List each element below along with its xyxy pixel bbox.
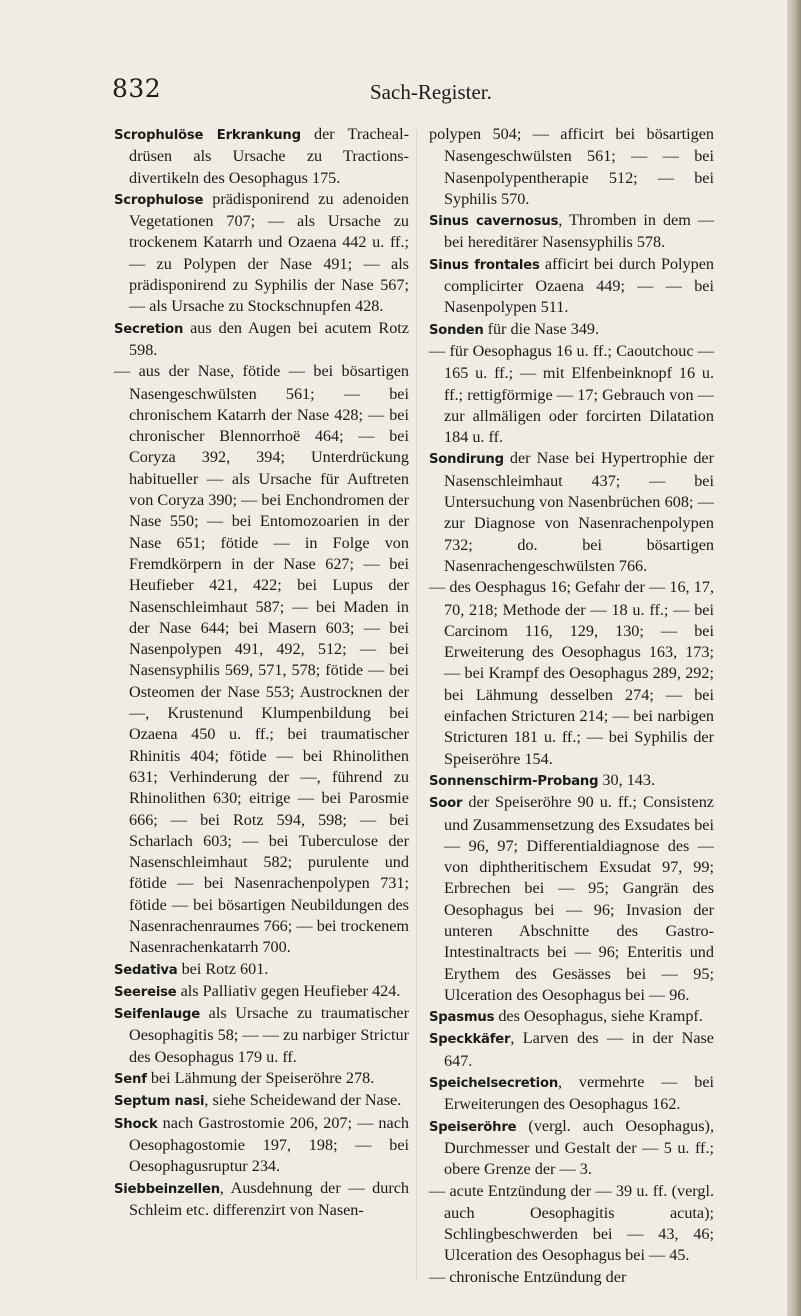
entry-text: — chronische Entzündung der <box>429 1267 627 1286</box>
index-entry <box>429 124 714 210</box>
index-entry <box>429 1028 714 1072</box>
index-entry <box>429 1181 714 1267</box>
right-column <box>429 124 714 1289</box>
entry-headword: Senf <box>114 1072 147 1088</box>
index-entry <box>429 792 714 1006</box>
index-entry <box>429 1116 714 1181</box>
index-entry <box>429 341 714 448</box>
entry-text: als Palliativ gegen Heufieber 424. <box>176 981 401 1000</box>
index-entry <box>114 1068 409 1090</box>
index-entry <box>114 361 409 958</box>
entry-text: , siehe Scheidewand der Nase. <box>204 1091 402 1110</box>
entry-headword: Siebbeinzellen <box>114 1181 220 1197</box>
entry-text: , Larven des — in der Nase 647. <box>444 1029 714 1070</box>
index-entry <box>114 124 409 189</box>
index-entry <box>429 210 714 254</box>
entry-headword: Seereise <box>114 984 177 1000</box>
entry-headword: Spasmus <box>429 1010 495 1026</box>
entry-text: prädisponirend zu adenoiden Vegetationen 707; — als Ursache zu trockenem Katarrh und Ozaena 442 u. ff.; — zu Polypen der Nase 491; — als prädisponirend zu Syphilis der Nase 567; — als Ursache zu Stockschnupfen 428. <box>129 189 409 316</box>
column-divider <box>416 130 417 1280</box>
entry-text: — acute Entzündung der — 39 u. ff. (vergl. auch Oesophagitis acuta); Schlingbeschwerden bei — 43, 46; Ulceration des Oesophagus bei — 45. <box>429 1181 714 1265</box>
entry-text: 30, 143. <box>598 770 656 789</box>
entry-headword: Scrophulöse Erkrankung <box>114 128 301 143</box>
entry-headword: Secretion <box>114 321 184 337</box>
index-entry <box>429 319 714 341</box>
entry-headword: Seifenlauge <box>114 1007 201 1023</box>
page-number: 832 <box>112 74 162 103</box>
page-edge-shadow <box>787 0 801 1316</box>
index-entry <box>114 1003 409 1068</box>
entry-text: bei Lähmung der Speiseröhre 278. <box>146 1069 375 1088</box>
entry-text: nach Gastrostomie 206, 207; — nach Oesophagostomie 197, 198; — bei Oesophagusruptur 234. <box>129 1113 409 1176</box>
index-entry <box>114 1113 409 1178</box>
entry-text: — aus der Nase, fötide — bei bösartigen Nasengeschwülsten 561; — bei chronischem Katarrh der Nase 428; — bei chronischer Blennorrhoë 464; — bei Coryza 392, 394; Unterdrückung habitueller — als Ursache für Auftreten von Coryza 390; — bei Enchondromen der Nase 550; — bei Entomozoarien in der Nase 651; fötide — in Folge von Fremdkörpern in der Nase 627; — bei Heufieber 421, 422; bei Lupus der Nasenschleimhaut 587; — bei Maden in der Nase 644; bei Masern 603; — bei Nasenpolypen 491, 492, 512; — bei Nasensyphilis 569, 571, 578; fötide — bei Osteomen der Nase 553; Austrocknen der —, Krustenund Klumpenbildung bei Ozaena 450 u. ff.; bei traumatischer Rhinitis 404; fötide — bei Rhinolithen 631; Verhinderung der —, führend zu Rhinolithen 630; eitrige — bei Parosmie 666; — bei Rotz 594, 598; — bei Scharlach 603; — bei Tuberculose der Nasenschleimhaut 582; purulente und fötide — bei Nasenrachenpolypen 731; fötide — bei bösartigen Neubildungen des Nasenrachenraumes 766; — bei trockenem Nasenrachenkatarrh 700. <box>114 362 409 957</box>
entry-headword: Sonden <box>429 322 484 338</box>
entry-headword: Shock <box>114 1116 158 1132</box>
entry-text: — für Oesophagus 16 u. ff.; Caoutchouc — 165 u. ff.; — mit Elfenbeinknopf 16 u. ff.; rettigförmige — 17; Gebrauch von — zur allmäligen oder forcirten Dilatation 184 u. ff. <box>429 341 714 447</box>
entry-text: der Tracheal-drüsen als Ursache zu Tractions-divertikeln des Oesophagus 175. <box>129 125 409 187</box>
entry-headword: Sonnenschirm-Probang <box>429 773 599 789</box>
entry-text: polypen 504; — afficirt bei bösartigen Nasengeschwülsten 561; — — bei Nasenpolypentherapie 512; — bei Syphilis 570. <box>429 125 714 208</box>
entry-headword: Sedativa <box>114 962 178 978</box>
entry-text: aus den Augen bei acutem Rotz 598. <box>129 318 409 359</box>
entry-headword: Sinus cavernosus <box>429 214 559 230</box>
entry-headword: Scrophulose <box>114 192 204 208</box>
entry-text: , Ausdehnung der — durch Schleim etc. differenzirt von Nasen- <box>129 1178 409 1219</box>
entry-text: des Oesophagus, siehe Krampf. <box>494 1007 703 1026</box>
index-entry <box>429 770 714 792</box>
running-head: Sach-Register. <box>370 80 492 104</box>
index-entry <box>429 254 714 319</box>
index-entry <box>429 1006 714 1028</box>
entry-headword: Sinus frontales <box>429 257 540 273</box>
entry-text: für die Nase 349. <box>483 319 600 338</box>
index-entry <box>429 448 714 577</box>
index-entry <box>429 1267 714 1289</box>
entry-headword: Speiseröhre <box>429 1119 517 1135</box>
entry-text: (vergl. auch Oesophagus), Durchmesser und Gestalt der — 5 u. ff.; obere Grenze der — 3. <box>444 1116 714 1179</box>
index-entry <box>114 1178 409 1222</box>
index-entry <box>114 959 409 981</box>
left-column <box>114 124 409 1221</box>
index-entry <box>114 189 409 318</box>
entry-headword: Sondirung <box>429 452 504 468</box>
entry-headword: Speckkäfer <box>429 1032 511 1048</box>
index-entry <box>114 981 409 1003</box>
entry-text: als Ursache zu traumatischer Oesophagitis 58; — — zu narbiger Strictur des Oesophagus 179 u. ff. <box>129 1004 409 1066</box>
index-entry <box>114 318 409 362</box>
index-entry <box>429 1072 714 1116</box>
entry-text: , Thromben in dem — bei hereditärer Nasensyphilis 578. <box>444 211 714 252</box>
index-entry <box>429 577 714 770</box>
index-entry <box>114 1090 409 1112</box>
entry-text: bei Rotz 601. <box>177 959 269 978</box>
entry-text: afficirt bei durch Polypen complicirter Ozaena 449; — — bei Nasenpolypen 511. <box>444 254 714 317</box>
entry-headword: Septum nasi <box>114 1094 205 1110</box>
entry-text: — des Oesphagus 16; Gefahr der — 16, 17, 70, 218; Methode der — 18 u. ff.; — bei Carcinom 116, 129, 130; — bei Erweiterung des Oesophagus 163, 173; — bei Krampf des Oesophagus 289, 292; bei Lähmung desselben 274; — bei einfachen Stricturen 214; — bei narbigen Stricturen 181 u. ff.; — bei Syphilis der Speiseröhre 154. <box>429 578 714 768</box>
entry-text: , vermehrte — bei Erweiterungen des Oesophagus 162. <box>444 1073 714 1114</box>
entry-text: der Nase bei Hypertrophie der Nasenschleimhaut 437; — bei Untersuchung von Nasenbrüchen 608; — zur Diagnose von Nasenrachenpolypen 732; do. bei bösartigen Nasenrachengeschwülsten 766. <box>444 449 714 575</box>
entry-headword: Soor <box>429 796 463 812</box>
entry-text: der Speiseröhre 90 u. ff.; Consistenz und Zusammensetzung des Exsudates bei — 96, 97; Differentialdiagnose des — von diphtheritischem Exsudat 97, 99; Erbrechen bei — 95; Gangrän des Oesophagus bei — 96; Invasion der unteren Abschnitte des Gastro-Intestinaltracts bei — 96; Enteritis und Erythem des Gesässes bei — 95; Ulceration des Oesophagus bei — 96. <box>444 793 714 1004</box>
entry-headword: Speichelsecretion <box>429 1076 559 1092</box>
